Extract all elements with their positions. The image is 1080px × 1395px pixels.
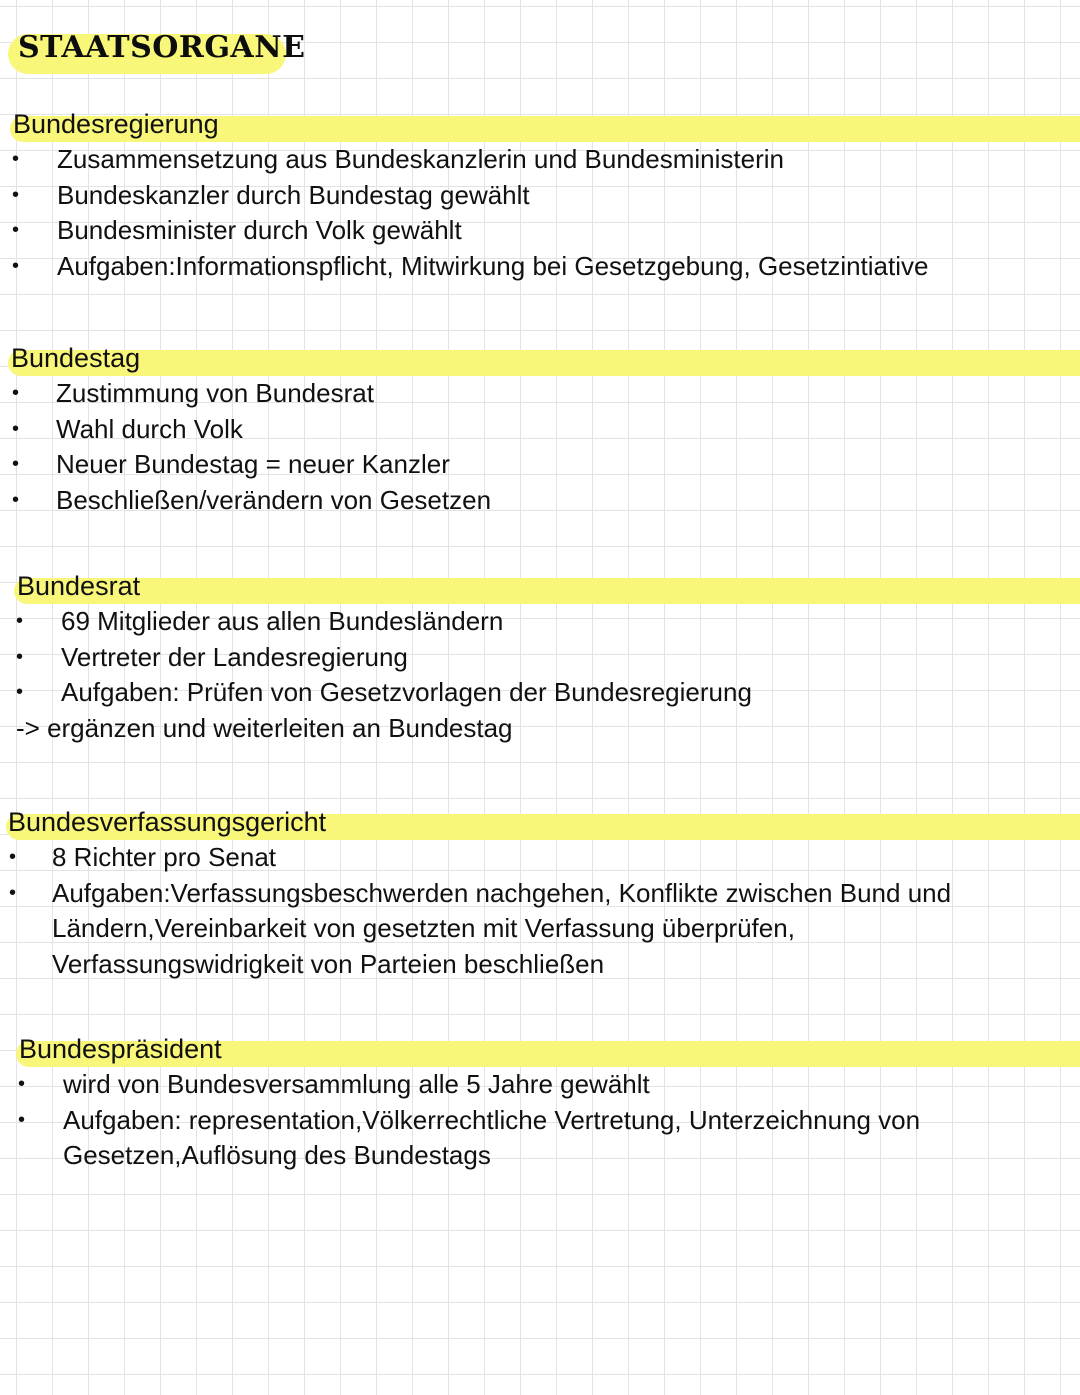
bullet-list: [0, 1067, 1080, 1174]
page-title: [8, 28, 306, 68]
bullet-icon: •: [12, 219, 20, 242]
bullet-icon: •: [18, 1108, 26, 1131]
list-item: [0, 1103, 1080, 1174]
list-item: • 69 Mitglieder aus allen Bundesländern: [0, 604, 1080, 640]
bullet-list: [0, 604, 1080, 711]
section-bundesverfassungsgericht: [0, 804, 1080, 983]
list-item: • Bundeskanzler durch Bundestag gewählt: [0, 178, 1080, 214]
bullet-icon: •: [12, 453, 20, 476]
list-item-line: Gesetzen,Auflösung des Bundestags: [63, 1140, 491, 1171]
bullet-icon: •: [12, 382, 20, 404]
section-heading: Bundespräsident: [19, 1034, 222, 1064]
list-item: • wird von Bundesversammlung alle 5 Jahre gewählt: [0, 1067, 1080, 1103]
list-item: • Aufgaben:Informationspflicht, Mitwirkung bei Gesetzgebung, Gesetzintiative: [0, 249, 1080, 285]
arrow-note: -> ergänzen und weiterleiten an Bundestag: [16, 713, 513, 744]
section-bundesrat: [0, 568, 1080, 747]
list-item: • Beschließen/verändern von Gesetzen: [0, 483, 1080, 519]
list-item-line: Aufgaben: representation,Völkerrechtliche Vertretung, Unterzeichnung von: [63, 1104, 921, 1135]
bullet-icon: •: [12, 417, 20, 440]
list-item-line: Ländern,Vereinbarkeit von gesetzten mit Verfassung überprüfen,: [52, 913, 795, 944]
list-item: • Neuer Bundestag = neuer Kanzler: [0, 447, 1080, 483]
section-heading: Bundesverfassungsgericht: [8, 807, 327, 837]
list-item: • Zustimmung von Bundesrat: [0, 376, 1080, 412]
bullet-list: [0, 142, 1080, 285]
bullet-icon: •: [16, 610, 24, 632]
bullet-icon: •: [12, 255, 20, 278]
bullet-icon: •: [16, 681, 24, 704]
section-heading: Bundesrat: [17, 571, 141, 601]
list-item: • Vertreter der Landesregierung: [0, 640, 1080, 676]
list-item-line: Aufgaben:Verfassungsbeschwerden nachgehen, Konflikte zwischen Bund und: [52, 877, 952, 908]
bullet-icon: •: [12, 489, 20, 512]
title-text: STAATSORGANE: [18, 30, 306, 65]
list-item: • Zusammensetzung aus Bundeskanzlerin und Bundesministerin: [0, 142, 1080, 178]
list-item: • Aufgaben: Prüfen von Gesetzvorlagen der Bundesregierung: [0, 675, 1080, 711]
bullet-list: [0, 376, 1080, 519]
section-bundesregierung: [0, 106, 1080, 285]
bullet-icon: •: [12, 148, 20, 170]
bullet-icon: •: [9, 881, 17, 904]
bullet-icon: •: [9, 846, 17, 868]
bullet-icon: •: [16, 645, 24, 668]
list-item-line: Verfassungswidrigkeit von Parteien beschließen: [52, 949, 605, 980]
section-bundestag: [0, 340, 1080, 519]
list-item: [0, 876, 1080, 983]
list-item: • Wahl durch Volk: [0, 412, 1080, 448]
list-item: • Bundesminister durch Volk gewählt: [0, 213, 1080, 249]
bullet-list: [0, 840, 1080, 983]
section-bundespraesident: [0, 1031, 1080, 1174]
list-item: • 8 Richter pro Senat: [0, 840, 1080, 876]
section-heading: Bundestag: [11, 343, 141, 373]
section-heading: Bundesregierung: [13, 109, 219, 139]
bullet-icon: •: [18, 1073, 26, 1095]
bullet-icon: •: [12, 183, 20, 206]
